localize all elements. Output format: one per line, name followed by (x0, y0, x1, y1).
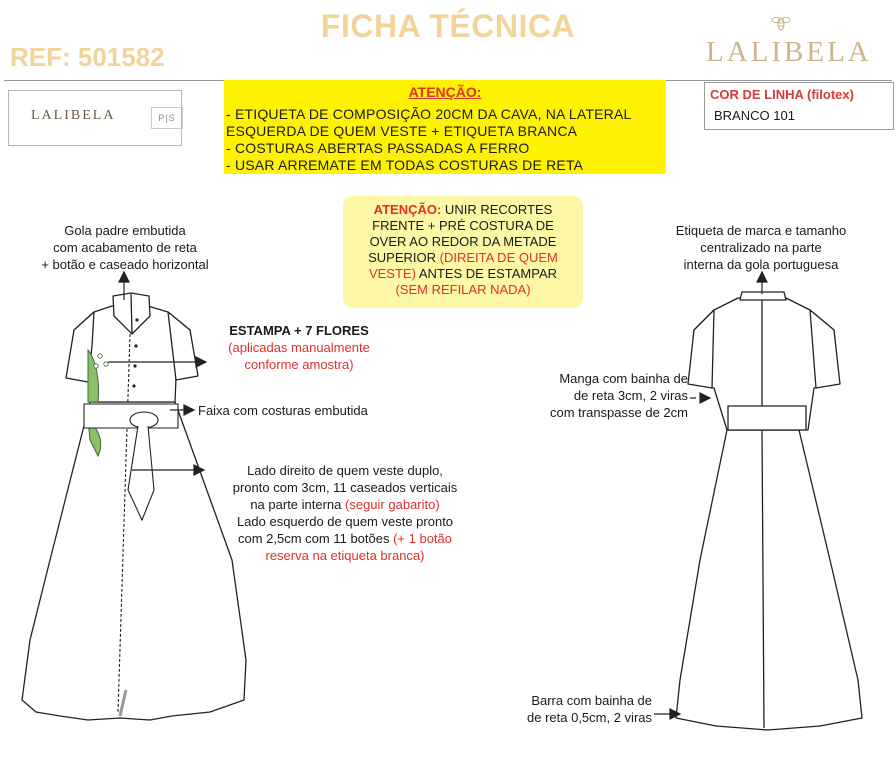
note-line-red: (seguir gabarito) (345, 497, 440, 512)
thread-color-title: COR DE LINHA (filotex) (710, 87, 854, 102)
note-line: Etiqueta de marca e tamanho (675, 223, 847, 238)
attention-line: - USAR ARREMATE EM TODAS COSTURAS DE RETA (226, 157, 584, 173)
note-line: na parte interna (250, 497, 346, 512)
thread-color-value: BRANCO 101 (714, 108, 795, 123)
attention-title: ATENÇÃO: (408, 84, 482, 100)
note-line: de reta 3cm, 2 viras (573, 388, 688, 403)
label-brand-text: LALIBELA (31, 108, 116, 123)
page-title: FICHA TÉCNICA (320, 8, 576, 44)
note-line: de reta 0,5cm, 2 viras (527, 710, 652, 725)
note-line: interna da gola portuguesa (683, 257, 839, 272)
sash-note: Faixa com costuras embutida (198, 403, 368, 418)
note-line: + botão e caseado horizontal (41, 257, 209, 272)
note-line: Manga com bainha de (559, 371, 688, 386)
placket-note (200, 462, 490, 564)
note-line: centralizado na parte (700, 240, 822, 255)
note-line: Lado esquerdo de quem veste pronto (236, 514, 454, 529)
brand-logo-text: LALIBELA (706, 36, 872, 68)
note-line: Gola padre embutida (64, 223, 186, 238)
note-line-red: reserva na etiqueta branca) (265, 548, 425, 563)
collar-note (20, 222, 230, 273)
attention-text: UNIR RECORTES (441, 202, 553, 217)
attention-text-red: (SEM REFILAR NADA) (395, 282, 531, 297)
attention-label: ATENÇÃO: (373, 202, 442, 217)
note-line: pronto com 3cm, 11 caseados verticais (232, 480, 458, 495)
note-line: com acabamento de reta (53, 240, 197, 255)
attention-line: - COSTURAS ABERTAS PASSADAS A FERRO (226, 140, 530, 156)
note-line-red: (+ 1 botão (393, 531, 452, 546)
note-line: Barra com bainha de (531, 693, 652, 708)
attention-text-red: (DIREITA DE QUEM (439, 250, 558, 265)
reference-code: REF: 501582 (10, 42, 165, 72)
note-line: com transpasse de 2cm (549, 405, 688, 420)
back-dress-drawing (676, 292, 862, 730)
print-note-sub: (aplicadas manualmente (228, 340, 370, 355)
attention-text: ANTES DE ESTAMPAR (415, 266, 558, 281)
attention-text-red: VESTE) (368, 266, 416, 281)
hem-note (490, 692, 652, 726)
note-line: com 2,5cm com 11 botões (237, 531, 394, 546)
attention-line: ESQUERDA DE QUEM VESTE + ETIQUETA BRANCA (226, 123, 578, 139)
note-line: Lado direito de quem veste duplo, (247, 463, 443, 478)
attention-text: FRENTE + PRÉ COSTURA DE (372, 218, 554, 233)
attention-text: OVER AO REDOR DA METADE (369, 234, 557, 249)
print-note-sub: conforme amostra) (244, 357, 354, 372)
print-note (206, 322, 392, 373)
attention-text: SUPERIOR (368, 250, 440, 265)
attention-line: - ETIQUETA DE COMPOSIÇÃO 20CM DA CAVA, NA LATERAL (226, 106, 632, 122)
label-ps-mark: P|S (151, 107, 183, 129)
label-note (650, 222, 872, 273)
print-note-title: ESTAMPA + 7 FLORES (229, 323, 369, 338)
sleeve-note (512, 370, 688, 421)
